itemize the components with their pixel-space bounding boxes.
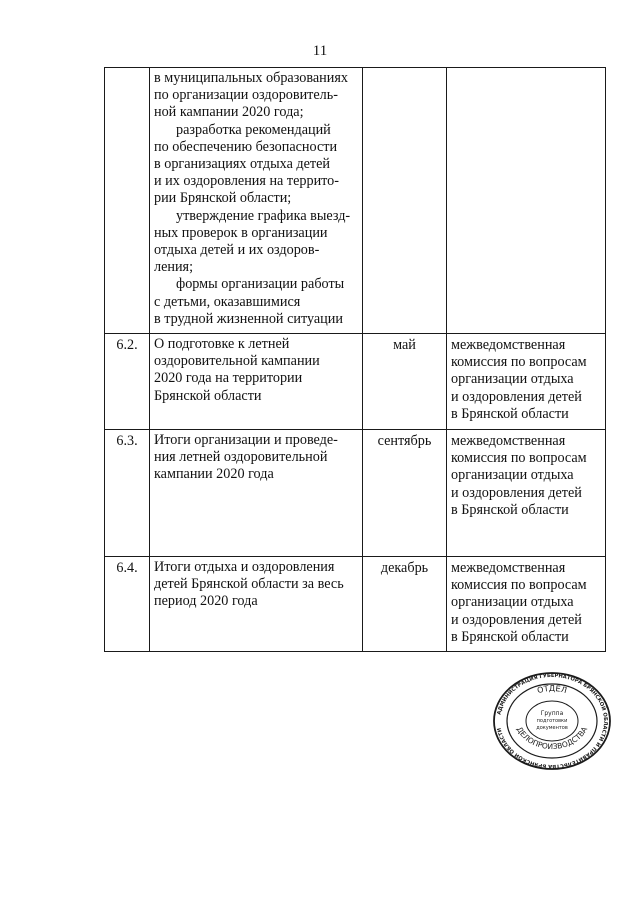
row-title-line: Итоги организации и проведе- [154,432,338,448]
row-responsible-line: и оздоровления детей [451,611,582,628]
row-title-cell [150,68,363,334]
continued-text-line: разработка рекомендаций [176,121,331,138]
row-title-line: период 2020 года [154,593,258,610]
row-title-line: оздоровительной кампании [154,353,320,370]
row-number: 6.3. [105,430,150,557]
row-responsible-line: межведомственная [451,433,566,449]
row-responsible-line: комиссия по вопросам [451,354,587,371]
row-title [150,557,363,652]
row-term: сентябрь [363,430,447,557]
row-responsible [447,430,606,557]
row-responsible-line: организации отдыха [451,467,574,484]
continued-text-line: утверждение графика выезд- [176,207,351,224]
continued-text-line: по обеспечению безопасности [154,138,338,155]
continued-text-line: по организации оздоровитель- [154,87,338,104]
stamp-center-line: документов [536,725,568,731]
row-responsible-line: комиссия по вопросам [451,450,587,467]
table-row-6-2 [105,334,606,430]
table-row-continued [105,68,606,334]
row-title-line: кампании 2020 года [154,466,274,483]
row-responsible-line: и оздоровления детей [451,484,582,501]
row-responsible-line: организации отдыха [451,371,574,388]
continued-text-line: ной кампании 2020 года; [154,104,304,121]
continued-text-line: в организациях отдыха детей [154,156,331,173]
continued-text-line: с детьми, оказавшимися [154,293,301,310]
row-responsible-line: комиссия по вопросам [451,577,587,594]
row-responsible-cell [447,68,606,334]
row-responsible [447,334,606,430]
row-term: декабрь [363,557,447,652]
row-responsible-line: и оздоровления детей [451,388,582,405]
row-responsible-line: в Брянской области [451,405,569,422]
row-responsible-line: в Брянской области [451,628,569,645]
row-responsible [447,557,606,652]
row-term: май [363,334,447,430]
stamp-dept-top: ОТДЕЛ [536,683,568,696]
continued-text-line: рии Брянской области; [154,190,292,207]
table-row-6-3 [105,430,606,557]
stamp-dept-bottom: ДЕЛОПРОИЗВОДСТВА [514,725,590,752]
continued-text-line: в трудной жизненной ситуации [154,310,343,327]
department-stamp [492,671,612,771]
stamp-outer-text: АДМИНИСТРАЦИЯ ГУБЕРНАТОРА БРЯНСКОЙ ОБЛАСТИ И ПРАВИТЕЛЬСТВА БРЯНСКОЙ ОБЛАСТИ [496,672,609,770]
continued-text-line: формы организации работы [176,276,345,293]
continued-text-line: отдыха детей и их оздоров- [154,242,320,259]
row-term-cell [363,68,447,334]
stamp-center-line: Группа [540,710,564,717]
stamp-center-line: подготовки [536,718,568,724]
table-row-6-4 [105,557,606,652]
page-number: 11 [312,43,328,59]
row-title-line: ния летней оздоровительной [154,449,328,466]
row-title-line: Брянской области [154,387,262,404]
row-responsible-line: межведомственная [451,560,566,576]
row-responsible-line: организации отдыха [451,594,574,611]
plan-table [104,67,606,652]
row-title [150,430,363,557]
row-title-line: Итоги отдыха и оздоровления [154,559,335,575]
row-responsible-line: межведомственная [451,337,566,353]
continued-text-line: в муниципальных образованиях [154,70,348,86]
row-title [150,334,363,430]
continued-text-line: ных проверок в организации [154,224,328,241]
continued-text-line: и их оздоровления на террито- [154,173,340,190]
row-title-line: 2020 года на территории [154,370,303,387]
continued-text [154,70,358,328]
row-number-cell [105,68,150,334]
row-number: 6.2. [105,334,150,430]
row-title-line: О подготовке к летней [154,336,290,352]
continued-text-line: ления; [154,259,194,276]
row-responsible-line: в Брянской области [451,501,569,518]
row-title-line: детей Брянской области за весь [154,576,344,593]
row-number: 6.4. [105,557,150,652]
